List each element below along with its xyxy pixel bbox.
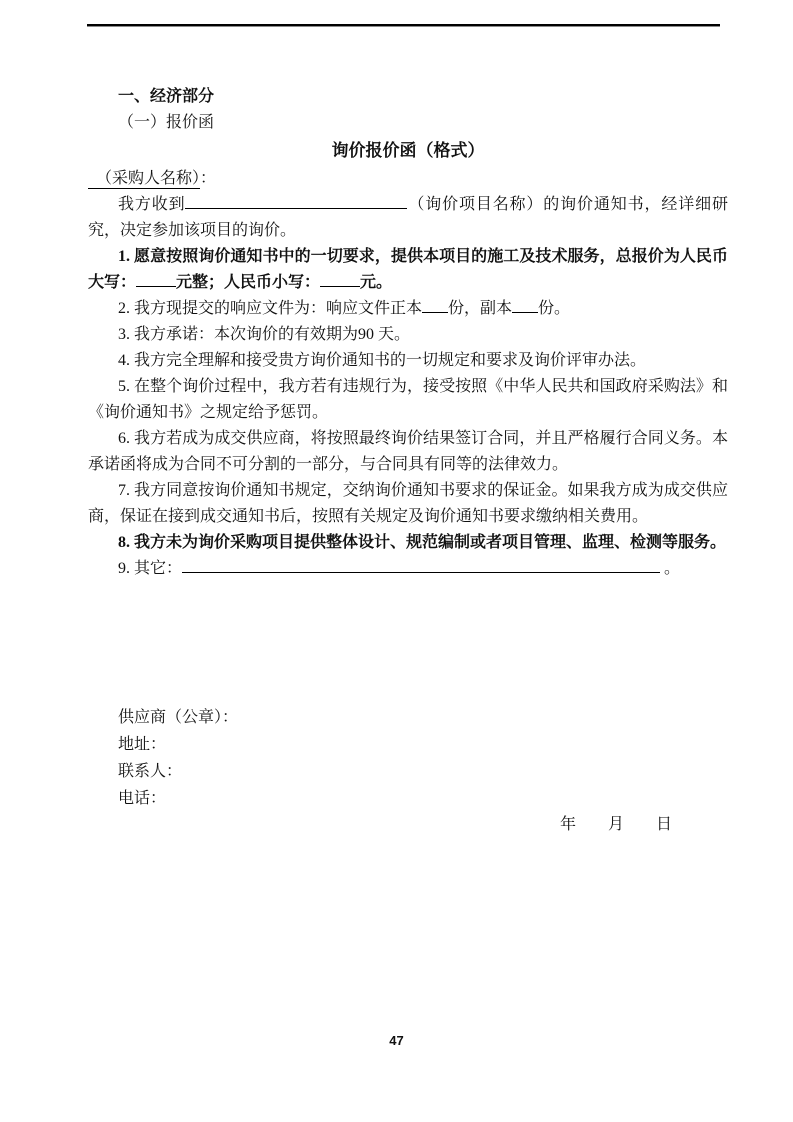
addressee-line xyxy=(88,166,728,192)
text-run: 元。 xyxy=(360,274,393,291)
blank-field xyxy=(182,557,660,573)
text-run: 4. 我方完全理解和接受贵方询价通知书的一切规定和要求及询价评审办法。 xyxy=(118,352,647,369)
item-9 xyxy=(88,556,728,582)
signature-block xyxy=(88,704,728,812)
address-label: 地址： xyxy=(118,736,167,753)
subsection-heading: （一）报价函 xyxy=(118,114,215,131)
intro-paragraph xyxy=(88,192,728,244)
text-run: 1. 愿意按照询价通知书中的一切要求，提供本项目的施工及技术服务，总报价为人民币大写： xyxy=(88,248,728,291)
text-run: 份。 xyxy=(538,300,571,317)
blank-field xyxy=(422,297,448,313)
document-title: 询价报价函（格式） xyxy=(331,141,485,160)
underlined-text: （采购人名称） xyxy=(88,170,201,187)
section-heading: 一、经济部分 xyxy=(118,88,215,105)
contact-person-label: 联系人： xyxy=(118,763,183,780)
item-3 xyxy=(88,322,728,348)
phone-label: 电话： xyxy=(118,790,167,807)
document-content xyxy=(88,84,728,838)
paragraph-list xyxy=(88,166,728,582)
text-run: 8. 我方未为询价采购项目提供整体设计、规范编制或者项目管理、监理、检测等服务。 xyxy=(118,534,727,551)
text-run: 9. 其它： xyxy=(118,560,183,577)
text-run: 2. 我方现提交的响应文件为：响应文件正本 xyxy=(118,300,423,317)
blank-field xyxy=(320,271,360,287)
text-run: 。 xyxy=(660,560,681,577)
page-number: 47 xyxy=(389,1033,404,1048)
item-4 xyxy=(88,348,728,374)
header-rule xyxy=(87,24,720,27)
supplier-seal-label: 供应商（公章）： xyxy=(118,709,239,726)
item-8 xyxy=(88,530,728,556)
date-line: 年 月 日 xyxy=(560,816,673,833)
text-run: 5. 在整个询价过程中，我方若有违规行为，接受按照《中华人民共和国政府采购法》和《询价通知书》之规定给予惩罚。 xyxy=(88,378,728,421)
text-run: 6. 我方若成为成交供应商，将按照最终询价结果签订合同，并且严格履行合同义务。本承诺函将成为合同不可分割的一部分，与合同具有同等的法律效力。 xyxy=(88,430,728,473)
item-2 xyxy=(88,296,728,322)
item-7 xyxy=(88,478,728,530)
text-run: 份，副本 xyxy=(448,300,513,317)
text-run: 元整；人民币小写： xyxy=(176,274,321,291)
text-run: （询价项目名称）的询价通知书，经详细研究，决定参加该项目的询价。 xyxy=(88,196,728,239)
text-run: 7. 我方同意按询价通知书规定，交纳询价通知书要求的保证金。如果我方成为成交供应商，保证在接到成交通知书后，按照有关规定及询价通知书要求缴纳相关费用。 xyxy=(88,482,728,525)
item-6 xyxy=(88,426,728,478)
blank-field xyxy=(185,193,407,209)
item-5 xyxy=(88,374,728,426)
text-run: 3. 我方承诺：本次询价的有效期为90 天。 xyxy=(118,326,411,343)
signature-spacer xyxy=(88,582,728,704)
text-run: ： xyxy=(200,170,217,187)
blank-field xyxy=(512,297,538,313)
text-run: 我方收到 xyxy=(118,196,186,213)
blank-field xyxy=(136,271,176,287)
item-1 xyxy=(88,244,728,296)
